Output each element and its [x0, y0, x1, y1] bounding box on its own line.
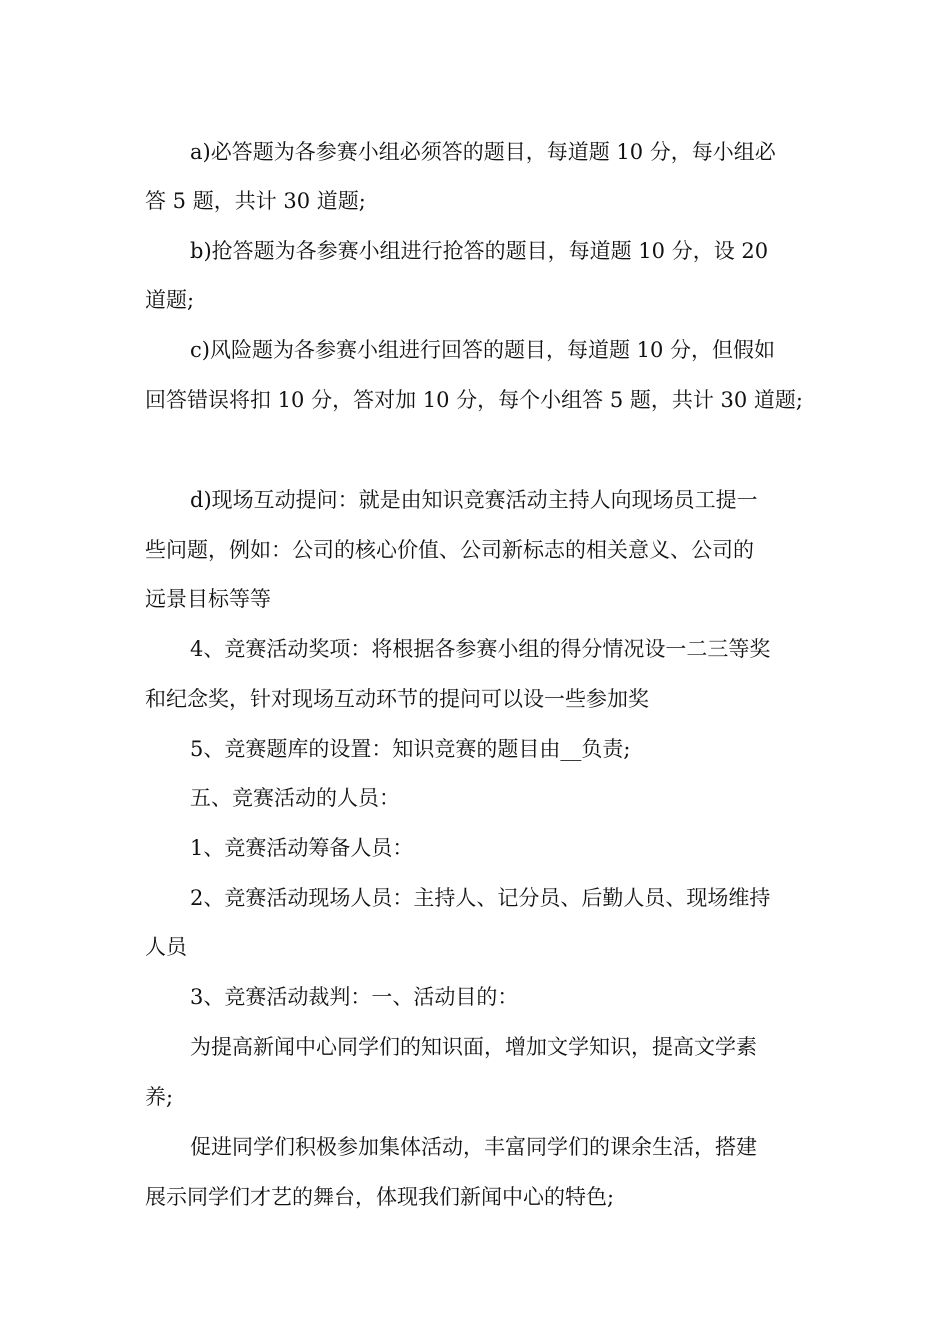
paragraph-line: 3、竞赛活动裁判：一、活动目的：	[190, 985, 519, 1009]
paragraph-line: 为提高新闻中心同学们的知识面，增加文学知识，提高文学素	[190, 1035, 757, 1059]
paragraph-line: 些问题，例如：公司的核心价值、公司新标志的相关意义、公司的	[145, 538, 754, 562]
paragraph-line: 人员	[145, 935, 187, 959]
paragraph-line: a)必答题为各参赛小组必须答的题目，每道题 10 分，每小组必	[190, 140, 776, 164]
paragraph-line: 2、竞赛活动现场人员：主持人、记分员、后勤人员、现场维持	[190, 886, 771, 910]
paragraph-line: 1、竞赛活动筹备人员：	[190, 836, 414, 860]
paragraph-line: 回答错误将扣 10 分，答对加 10 分，每个小组答 5 题，共计 30 道题;	[145, 388, 804, 412]
paragraph-line: 展示同学们才艺的舞台，体现我们新闻中心的特色;	[145, 1185, 615, 1209]
paragraph-line: 答 5 题，共计 30 道题;	[145, 189, 366, 213]
paragraph-line: d)现场互动提问：就是由知识竞赛活动主持人向现场员工提一	[190, 488, 758, 512]
paragraph-line: 4、竞赛活动奖项：将根据各参赛小组的得分情况设一二三等奖	[190, 637, 771, 661]
paragraph-line: c)风险题为各参赛小组进行回答的题目，每道题 10 分，但假如	[190, 338, 776, 362]
paragraph-line: 促进同学们积极参加集体活动，丰富同学们的课余生活，搭建	[190, 1135, 757, 1159]
section-heading: 五、竞赛活动的人员：	[190, 786, 400, 810]
paragraph-line: 和纪念奖，针对现场互动环节的提问可以设一些参加奖	[145, 687, 649, 711]
paragraph-line: b)抢答题为各参赛小组进行抢答的题目，每道题 10 分，设 20	[190, 239, 769, 263]
paragraph-line: 远景目标等等	[145, 587, 271, 611]
paragraph-line: 道题;	[145, 288, 195, 312]
paragraph-line: 养;	[145, 1085, 174, 1109]
paragraph-line: 5、竞赛题库的设置：知识竞赛的题目由__负责;	[190, 737, 631, 761]
